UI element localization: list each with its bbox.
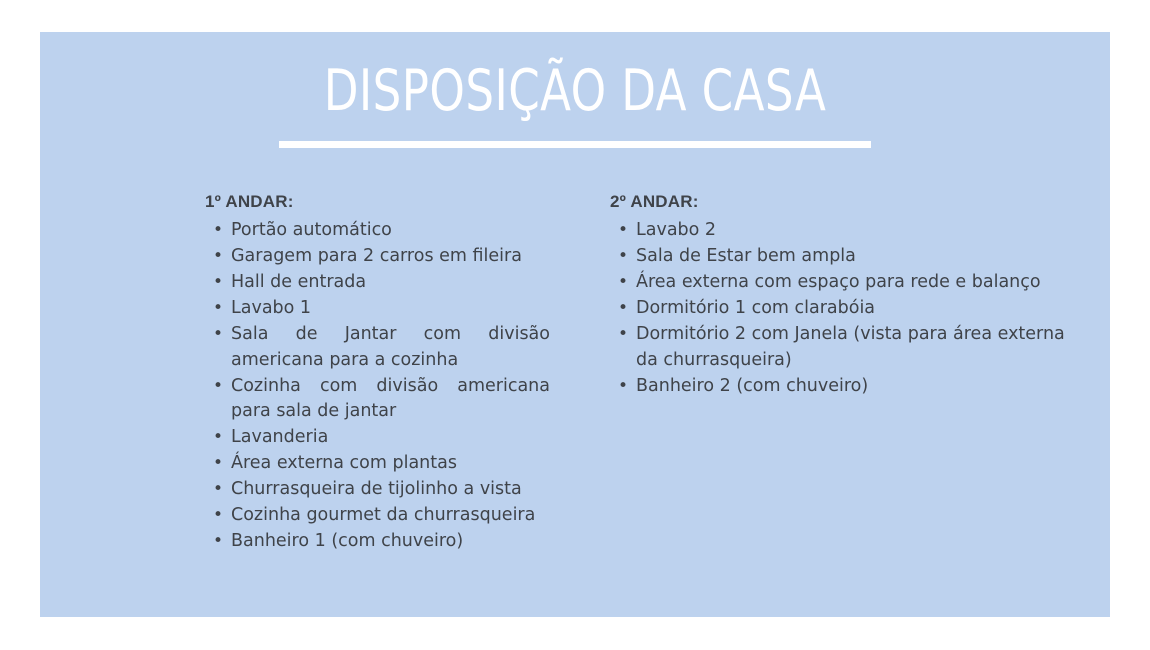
slide-body: [40, 32, 1110, 617]
list-item: • Sala de Jantar com divisão americana para a cozinha: [205, 322, 560, 373]
content-columns: [40, 192, 1110, 555]
list-second-floor: [610, 218, 1110, 399]
list-item: • Lavanderia: [205, 425, 560, 451]
list-item: • Lavabo 1: [205, 296, 560, 322]
column-second-floor: [560, 192, 1110, 400]
list-item: • Banheiro 2 (com chuveiro): [610, 374, 1110, 400]
title-block: [40, 60, 1110, 148]
list-item: • Área externa com espaço para rede e balanço: [610, 270, 1110, 296]
list-item: • Cozinha gourmet da churrasqueira: [205, 503, 560, 529]
list-item: • Hall de entrada: [205, 270, 560, 296]
list-first-floor: [205, 218, 560, 555]
list-item: • Área externa com plantas: [205, 451, 560, 477]
column-heading-second-floor: 2º ANDAR:: [610, 192, 699, 211]
list-item: • Banheiro 1 (com chuveiro): [205, 529, 560, 555]
title-underline-rule: [279, 141, 871, 148]
column-heading-first-floor: 1º ANDAR:: [205, 192, 294, 211]
column-first-floor: [40, 192, 560, 555]
list-item: • Portão automático: [205, 218, 560, 244]
list-item: • Dormitório 2 com Janela (vista para área externa da churrasqueira): [610, 322, 1110, 373]
list-item: • Cozinha com divisão americana para sala de jantar: [205, 374, 560, 425]
list-item: • Lavabo 2: [610, 218, 1110, 244]
list-item: • Sala de Estar bem ampla: [610, 244, 1110, 270]
list-item: • Churrasqueira de tijolinho a vista: [205, 477, 560, 503]
list-item: • Dormitório 1 com clarabóia: [610, 296, 1110, 322]
list-item: • Garagem para 2 carros em fileira: [205, 244, 560, 270]
page-title: DISPOSIÇÃO DA CASA: [323, 58, 827, 124]
